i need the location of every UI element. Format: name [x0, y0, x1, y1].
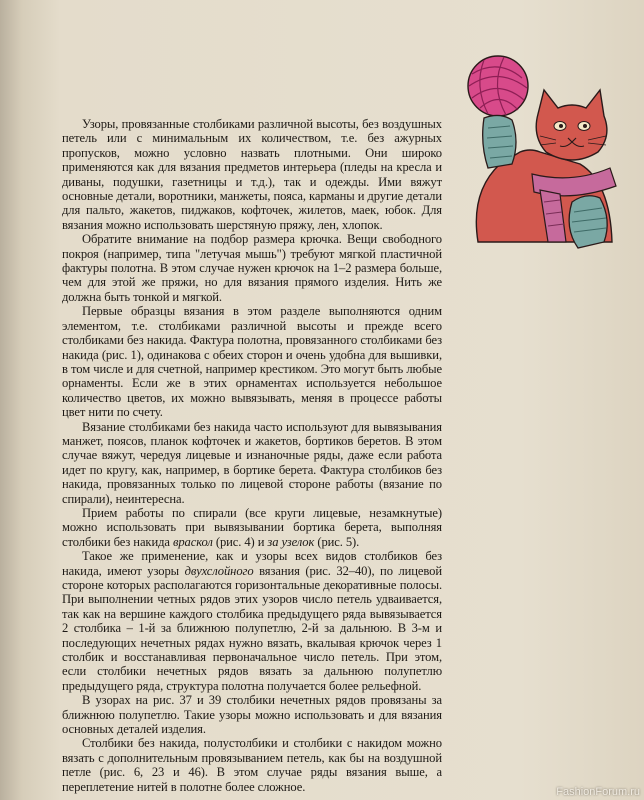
article-body [62, 117, 442, 794]
paragraph-2: Обратите внимание на подбор размера крючка. Вещи свободного покроя (например, типа "летучая мышь") требуют мягкой пластичной фактуры полотна. В этом случае нужен крючок на 1–2 размера больше, чем для этой же пряжи, но для вязания прямого изделия. Нить же должна быть тонкой и мягкой. [62, 232, 442, 304]
paragraph-8: Столбики без накида, полустолбики и столбики с накидом можно вязать с дополнительным провязыванием петель, как бы на воздушной петле (рис. 6, 23 и 46). В этом случае ряды вязания выше, а переплетение нитей в полотне более сложное. [62, 736, 442, 794]
cat-head [536, 90, 607, 160]
yarn-ball-icon [468, 56, 528, 116]
paragraph-3: Первые образцы вязания в этом разделе выполняются одним элементом, т.е. столбиками различной высоты и прежде всего столбиками без накида. Фактура полотна, провязанного столбиками без накида (рис. 1), одинакова с обеих сторон и очень удобна для вышивки, в том числе и для счетной, например крестиком. Это могут быть любые орнаменты. Если же в этих орнаментах используется небольшое количество цветов, их можно вывязывать, меняя в процессе работы цвет нити по счету. [62, 304, 442, 420]
mitten-raised-icon [483, 115, 516, 168]
paragraph-6: Такое же применение, как и узоры всех видов столбиков без накида, имеют узоры двухслойного вязания (рис. 32–40), по лицевой стороне которых располагаются горизонтальные декоративные полосы. При выполнении четных рядов этих узоров число петель удваивается, так как на вершине каждого столбика предыдущего ряда вывязывается 2 столбика – 1-й за ближнюю полупетлю, 2-й за дальнюю. В 3-м и последующих нечетных рядах нужно вязать, вкалывая крючок через 1 столбик и восстанавливая первоначальное число петель. При этом, если столбики нечетных рядов вязать за дальнюю полупетлю предыдущего ряда, структура полотна получается более рельефной. [62, 549, 443, 693]
term-dvuhsloynogo: двухслойного [184, 563, 254, 578]
term-vraskol: враскол [172, 534, 213, 549]
paragraph-4: Вязание столбиками без накида часто используют для вывязывания манжет, поясов, планок кофточек и жакетов, бортиков беретов. В этом случае вяжут, чередуя лицевые и изнаночные ряды, даже если работа идет по кругу, как, например, в бортике берета. Фактура столбиков без накида, провязанных только по лицевой стороне работы (вязание по спирали), неинтересна. [62, 419, 442, 506]
cat-illustration [460, 52, 620, 252]
paragraph-7: В узорах на рис. 37 и 39 столбики нечетных рядов провязаны за ближнюю полупетлю. Такие узоры можно использовать и для вязания основных деталей изделия. [62, 693, 442, 737]
mitten-lower-icon [569, 196, 607, 248]
paragraph-5: Прием работы по спирали (все круги лицевые, незамкнутые) можно использовать при вывязывании бортика берета, выполняя столбики без накида враскол (рис. 4) и за узелок (рис. 5). [62, 505, 442, 549]
term-za-uzelok: за узелок [267, 534, 315, 549]
watermark: FashionForum.ru [556, 786, 640, 798]
paragraph-1: Узоры, провязанные столбиками различной высоты, без воздушных петель или с минимальным их количеством, т.е. без ажурных пропусков, можно условно назвать плотными. Они широко применяются как для вязания предметов интерьера (пледы на кресла и диваны, подушки, газетницы и т.д.), так и одежды. Ими вяжут основные детали, воротники, манжеты, пояса, карманы и другие детали для пальто, жакетов, пиджаков, кофточек, жилетов, маек, юбок. Для вязания можно использовать шерстяную пряжу, лен, хлопок. [62, 117, 442, 232]
